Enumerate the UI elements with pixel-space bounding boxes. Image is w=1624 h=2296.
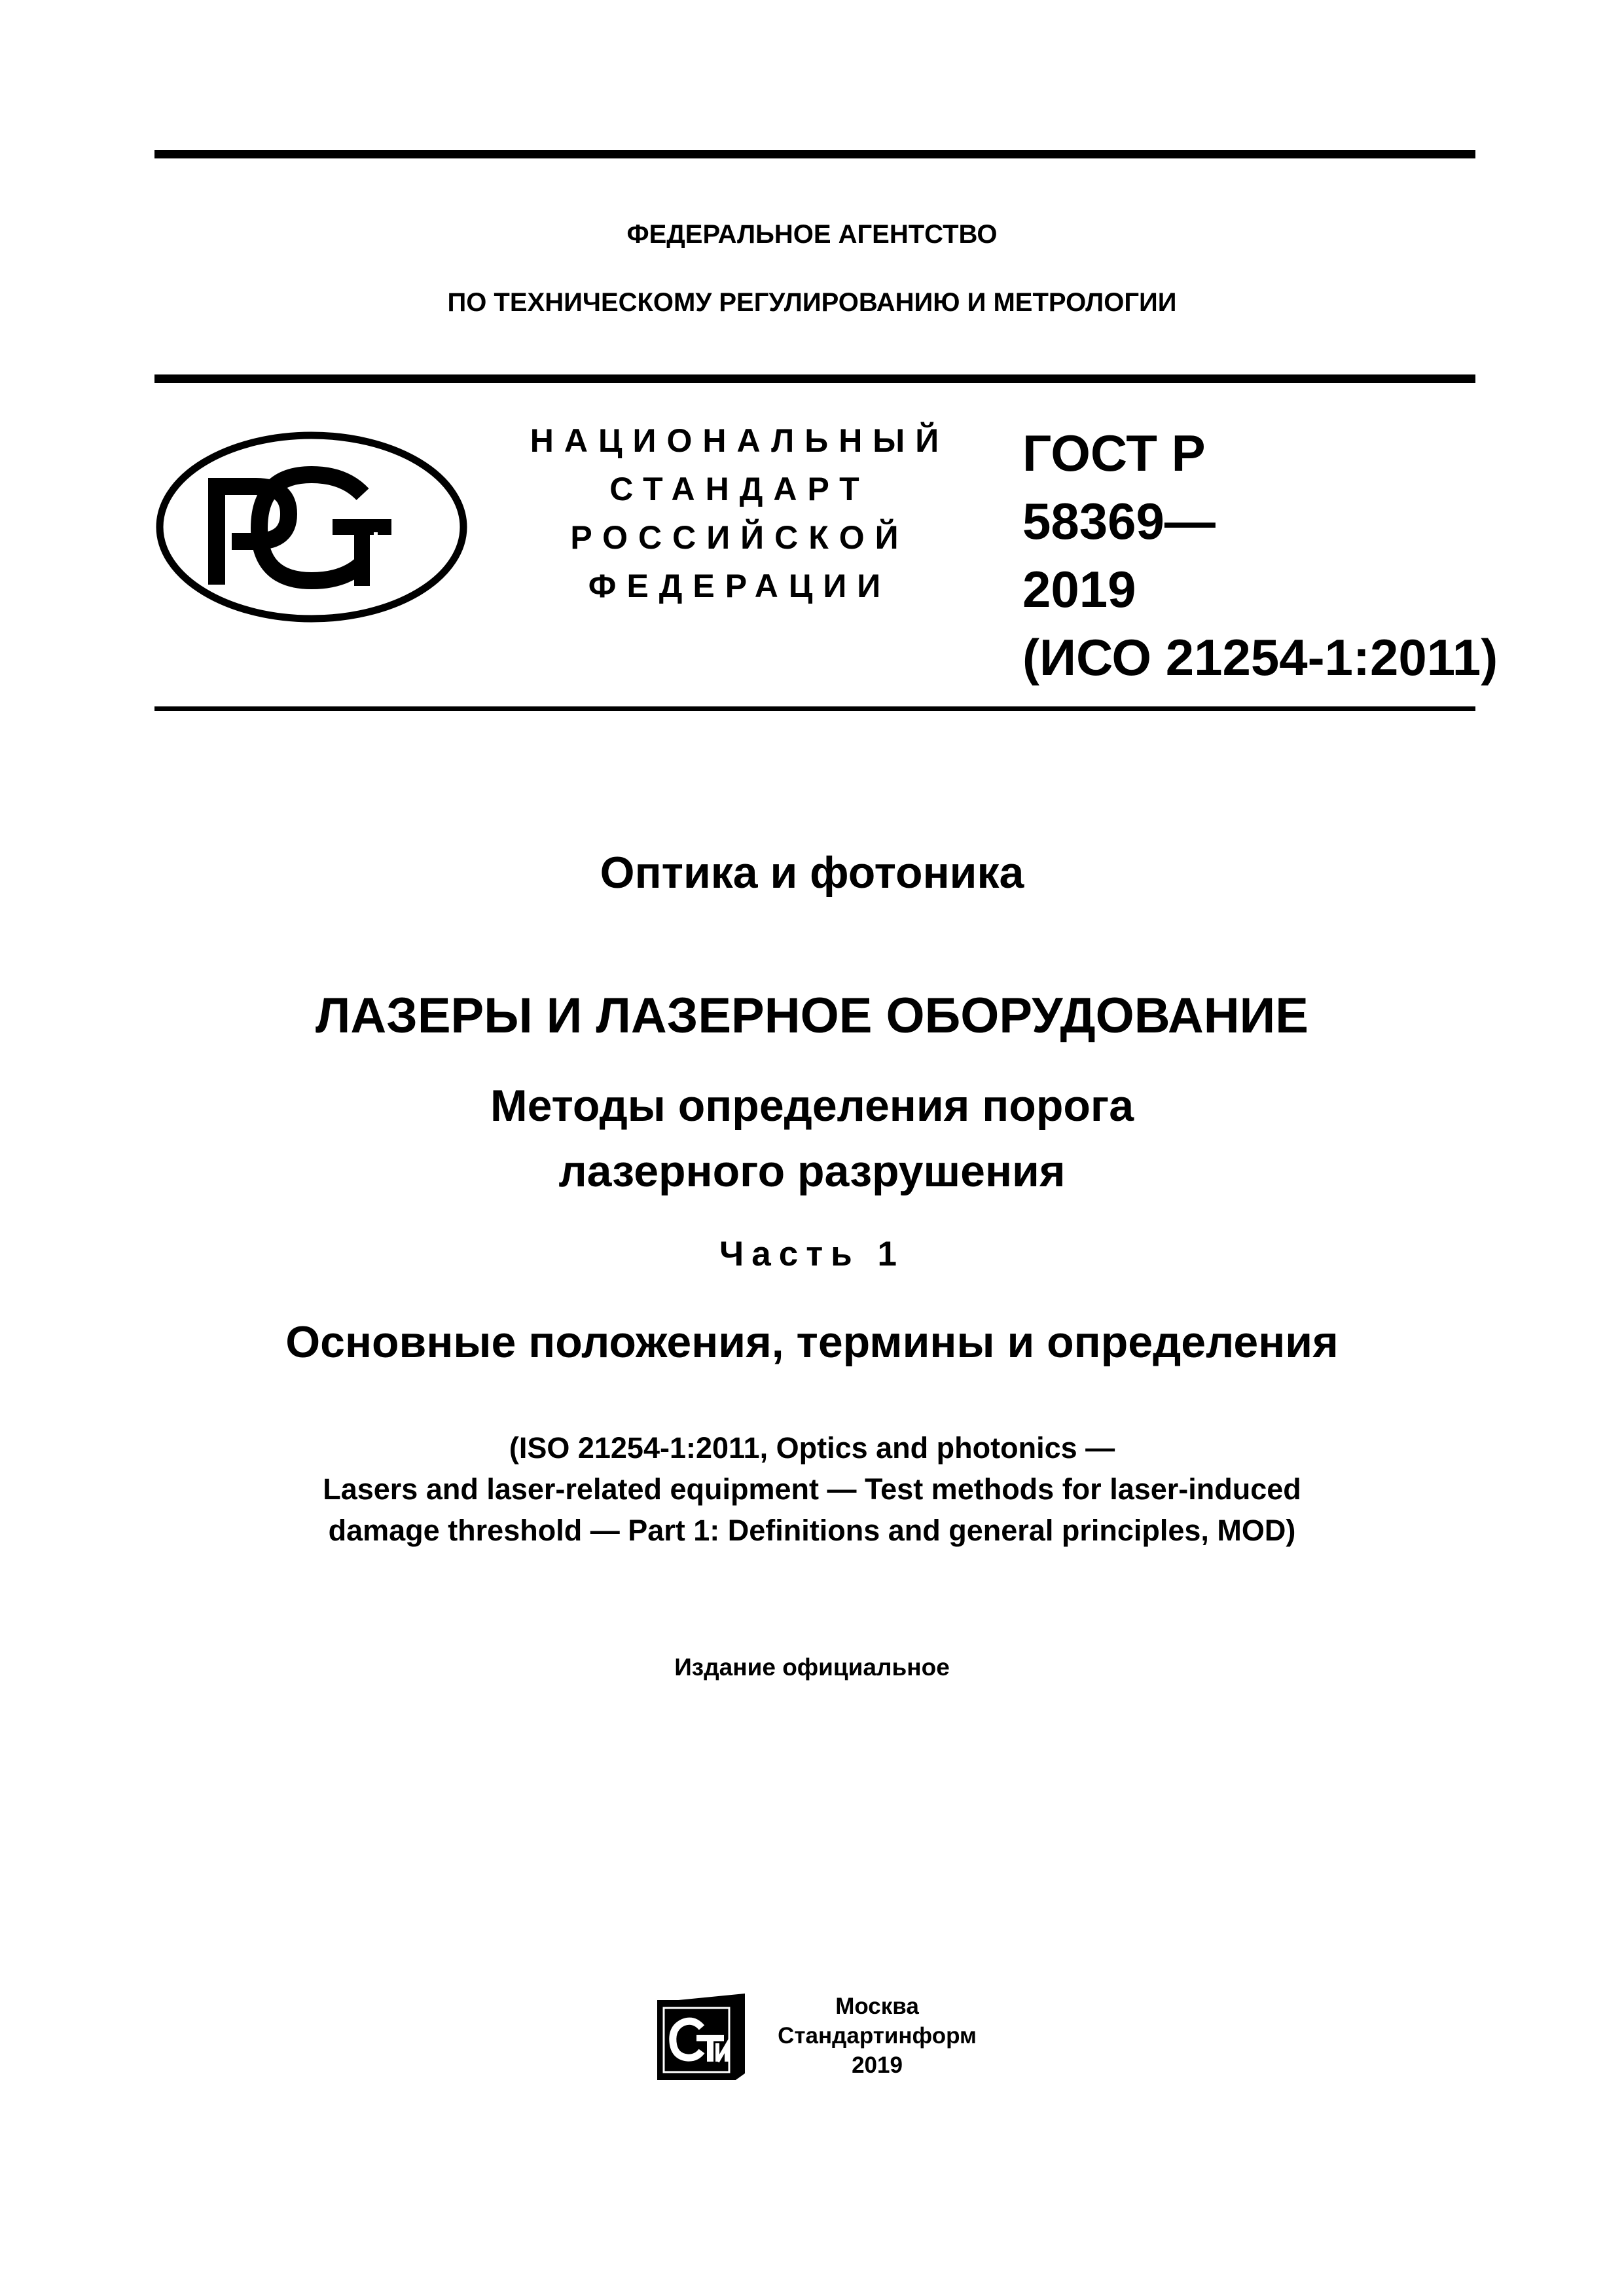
national-line: СТАНДАРТ <box>609 471 870 507</box>
national-line: ФЕДЕРАЦИИ <box>588 568 892 604</box>
gost-line: 2019 <box>1022 560 1136 618</box>
national-line: РОССИЙСКОЙ <box>570 519 909 556</box>
rst-conformity-logo-icon <box>154 429 469 625</box>
part-label: Часть 1 <box>719 1235 905 1273</box>
designation-rule <box>154 706 1475 711</box>
subject-title: Оптика и фотоника <box>600 848 1024 898</box>
methods-line-2: лазерного разрушения <box>558 1146 1066 1196</box>
iso-reference-line-1: (ISO 21254-1:2011, Optics and photonics — <box>509 1431 1115 1465</box>
methods-line-1: Методы определения порога <box>490 1081 1134 1131</box>
publisher-city: Москва <box>835 1994 919 2019</box>
standartinform-logo-icon <box>656 1994 746 2082</box>
publisher-year: 2019 <box>852 2052 903 2078</box>
publisher-name: Стандартинформ <box>778 2023 977 2049</box>
part-title: Основные положения, термины и определения <box>285 1317 1339 1367</box>
main-title: ЛАЗЕРЫ И ЛАЗЕРНОЕ ОБОРУДОВАНИЕ <box>316 988 1308 1044</box>
gost-line: ГОСТ Р <box>1022 424 1206 482</box>
gost-line: 58369— <box>1022 492 1216 550</box>
national-line: НАЦИОНАЛЬНЫЙ <box>530 422 950 459</box>
top-rule <box>154 150 1475 158</box>
header-rule <box>154 374 1475 383</box>
iso-reference-line-3: damage threshold — Part 1: Definitions and general principles, MOD) <box>328 1514 1296 1547</box>
gost-designation <box>1022 419 1498 691</box>
agency-line-1: ФЕДЕРАЛЬНОЕ АГЕНТСТВО <box>626 220 998 249</box>
gost-line: (ИСО 21254-1:2011) <box>1022 629 1498 686</box>
agency-line-2: ПО ТЕХНИЧЕСКОМУ РЕГУЛИРОВАНИЮ И МЕТРОЛОГИИ <box>447 288 1177 317</box>
national-standard-block <box>517 416 962 610</box>
publisher-block <box>772 1992 982 2080</box>
edition-label: Издание официальное <box>674 1654 950 1681</box>
iso-reference-line-2: Lasers and laser-related equipment — Test methods for laser-induced <box>323 1472 1301 1506</box>
